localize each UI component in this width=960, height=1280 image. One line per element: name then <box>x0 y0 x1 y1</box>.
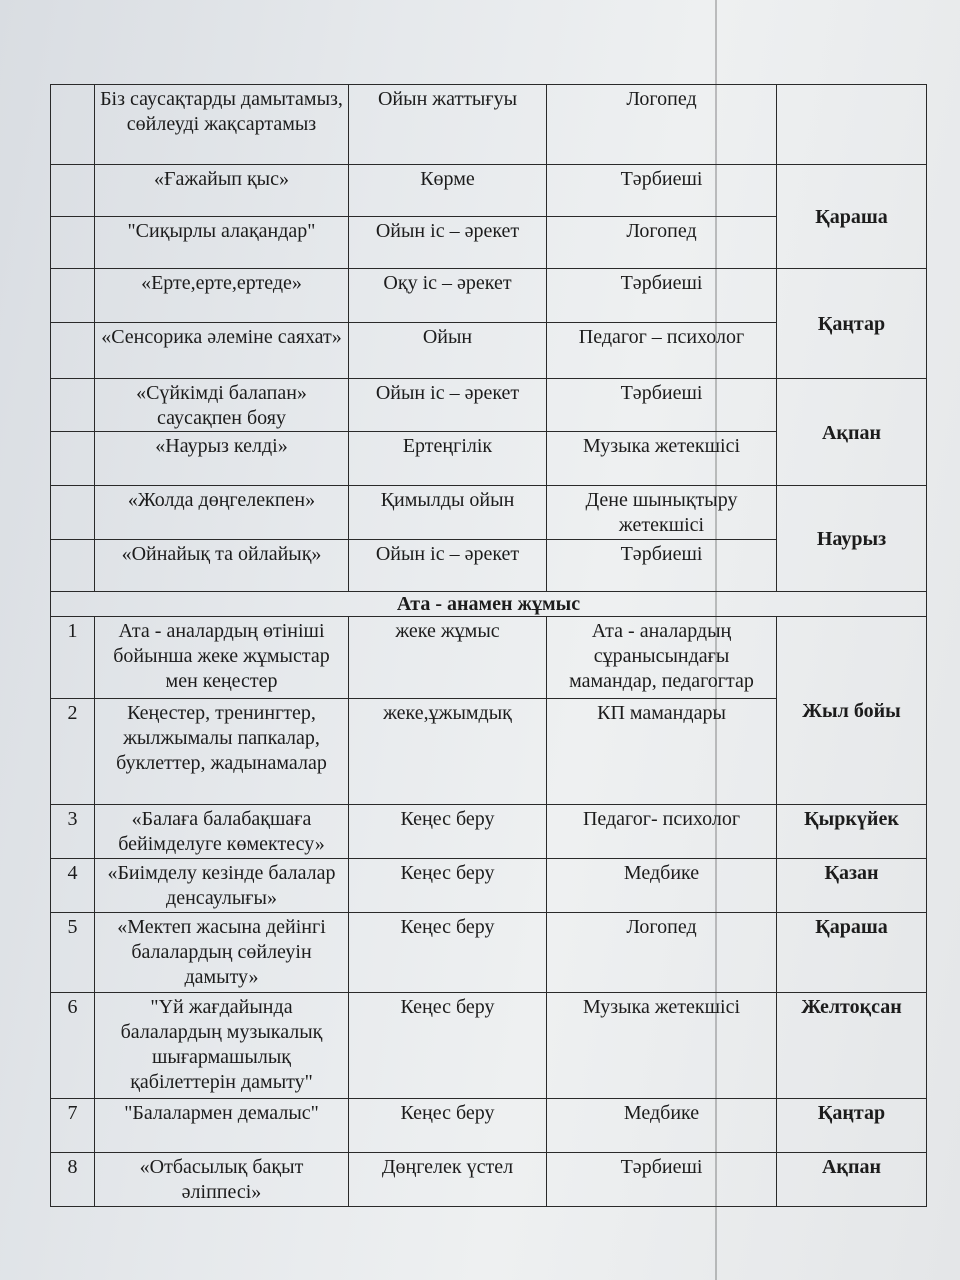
event-form-cell: Дөңгелек үстел <box>349 1153 547 1207</box>
event-form-cell: Көрме <box>349 165 547 217</box>
month-cell <box>777 85 927 165</box>
row-number-cell <box>51 269 95 323</box>
event-title-cell: «Жолда дөңгелекпен» <box>95 486 349 540</box>
row-number-cell <box>51 165 95 217</box>
row-number-cell: 8 <box>51 1153 95 1207</box>
responsible-cell: Тәрбиеші <box>547 1153 777 1207</box>
event-form-cell: Ертеңгілік <box>349 432 547 486</box>
section-header-row <box>51 592 927 617</box>
event-title-cell: «Биімделу кезінде балалар денсаулығы» <box>95 859 349 913</box>
event-form-cell: Ойын іс – әрекет <box>349 379 547 432</box>
event-title-cell: «Сенсорика әлеміне саяхат» <box>95 323 349 379</box>
row-number-cell: 1 <box>51 617 95 699</box>
responsible-cell: Тәрбиеші <box>547 540 777 592</box>
responsible-cell: Медбике <box>547 1099 777 1153</box>
row-number-cell: 6 <box>51 993 95 1099</box>
responsible-cell: Тәрбиеші <box>547 165 777 217</box>
responsible-cell: Музыка жетекшісі <box>547 432 777 486</box>
responsible-cell: Ата - аналардың сұранысындағы мамандар, педагогтар <box>547 617 777 699</box>
table-row <box>51 486 927 540</box>
event-form-cell: жеке,ұжымдық <box>349 699 547 805</box>
table-row <box>51 1099 927 1153</box>
table-row <box>51 165 927 217</box>
row-number-cell: 2 <box>51 699 95 805</box>
event-form-cell: Ойын іс – әрекет <box>349 217 547 269</box>
table-row <box>51 859 927 913</box>
responsible-cell: Медбике <box>547 859 777 913</box>
event-title-cell: Біз саусақтарды дамытамыз, сөйлеуді жақсартамыз <box>95 85 349 165</box>
event-title-cell: «Отбасылық бақыт әліппесі» <box>95 1153 349 1207</box>
responsible-cell: КП мамандары <box>547 699 777 805</box>
table-row <box>51 617 927 699</box>
row-number-cell <box>51 379 95 432</box>
event-title-cell: "Сиқырлы алақандар" <box>95 217 349 269</box>
month-cell: Жыл бойы <box>777 617 927 805</box>
row-number-cell <box>51 85 95 165</box>
event-title-cell: Кеңестер, тренингтер, жылжымалы папкалар, буклеттер, жадынамалар <box>95 699 349 805</box>
event-form-cell: Ойын <box>349 323 547 379</box>
responsible-cell: Педагог – психолог <box>547 323 777 379</box>
row-number-cell <box>51 217 95 269</box>
table-row <box>51 379 927 432</box>
event-form-cell: Ойын жаттығуы <box>349 85 547 165</box>
responsible-cell: Музыка жетекшісі <box>547 993 777 1099</box>
month-cell: Қаңтар <box>777 1099 927 1153</box>
event-form-cell: жеке жұмыс <box>349 617 547 699</box>
event-title-cell: «Балаға балабақшаға бейімделуге көмектесу» <box>95 805 349 859</box>
row-number-cell: 3 <box>51 805 95 859</box>
month-cell: Ақпан <box>777 1153 927 1207</box>
event-form-cell: Қимылды ойын <box>349 486 547 540</box>
responsible-cell: Логопед <box>547 913 777 993</box>
month-cell: Наурыз <box>777 486 927 592</box>
responsible-cell: Педагог- психолог <box>547 805 777 859</box>
responsible-cell: Дене шынықтыру жетекшісі <box>547 486 777 540</box>
month-cell: Желтоқсан <box>777 993 927 1099</box>
event-form-cell: Кеңес беру <box>349 805 547 859</box>
event-title-cell: «Ерте,ерте,ертеде» <box>95 269 349 323</box>
table-row <box>51 913 927 993</box>
month-cell: Қыркүйек <box>777 805 927 859</box>
event-form-cell: Кеңес беру <box>349 1099 547 1153</box>
row-number-cell: 7 <box>51 1099 95 1153</box>
row-number-cell: 5 <box>51 913 95 993</box>
responsible-cell: Тәрбиеші <box>547 269 777 323</box>
event-form-cell: Кеңес беру <box>349 993 547 1099</box>
event-title-cell: «Мектеп жасына дейінгі балалардың сөйлеуін дамыту» <box>95 913 349 993</box>
event-form-cell: Ойын іс – әрекет <box>349 540 547 592</box>
month-cell: Қазан <box>777 859 927 913</box>
table-row <box>51 993 927 1099</box>
event-title-cell: "Балалармен демалыс" <box>95 1099 349 1153</box>
event-form-cell: Кеңес беру <box>349 913 547 993</box>
section-title: Ата - анамен жұмыс <box>51 592 927 617</box>
month-cell: Қаңтар <box>777 269 927 379</box>
row-number-cell <box>51 540 95 592</box>
row-number-cell: 4 <box>51 859 95 913</box>
month-cell: Қараша <box>777 165 927 269</box>
responsible-cell: Логопед <box>547 217 777 269</box>
table-row <box>51 805 927 859</box>
table-row <box>51 269 927 323</box>
table-row <box>51 1153 927 1207</box>
event-title-cell: «Ойнайық та ойлайық» <box>95 540 349 592</box>
responsible-cell: Тәрбиеші <box>547 379 777 432</box>
month-cell: Қараша <box>777 913 927 993</box>
month-cell: Ақпан <box>777 379 927 486</box>
event-form-cell: Кеңес беру <box>349 859 547 913</box>
event-title-cell: «Сүйкімді балапан» саусақпен бояу <box>95 379 349 432</box>
event-title-cell: «Наурыз келді» <box>95 432 349 486</box>
work-plan-table <box>50 84 927 1207</box>
event-form-cell: Оқу іс – әрекет <box>349 269 547 323</box>
event-title-cell: «Ғажайып қыс» <box>95 165 349 217</box>
row-number-cell <box>51 432 95 486</box>
row-number-cell <box>51 486 95 540</box>
event-title-cell: Ата - аналардың өтініші бойынша жеке жұмыстар мен кеңестер <box>95 617 349 699</box>
row-number-cell <box>51 323 95 379</box>
responsible-cell: Логопед <box>547 85 777 165</box>
event-title-cell: "Үй жағдайында балалардың музыкалық шығармашылық қабілеттерін дамыту" <box>95 993 349 1099</box>
table-row <box>51 85 927 165</box>
